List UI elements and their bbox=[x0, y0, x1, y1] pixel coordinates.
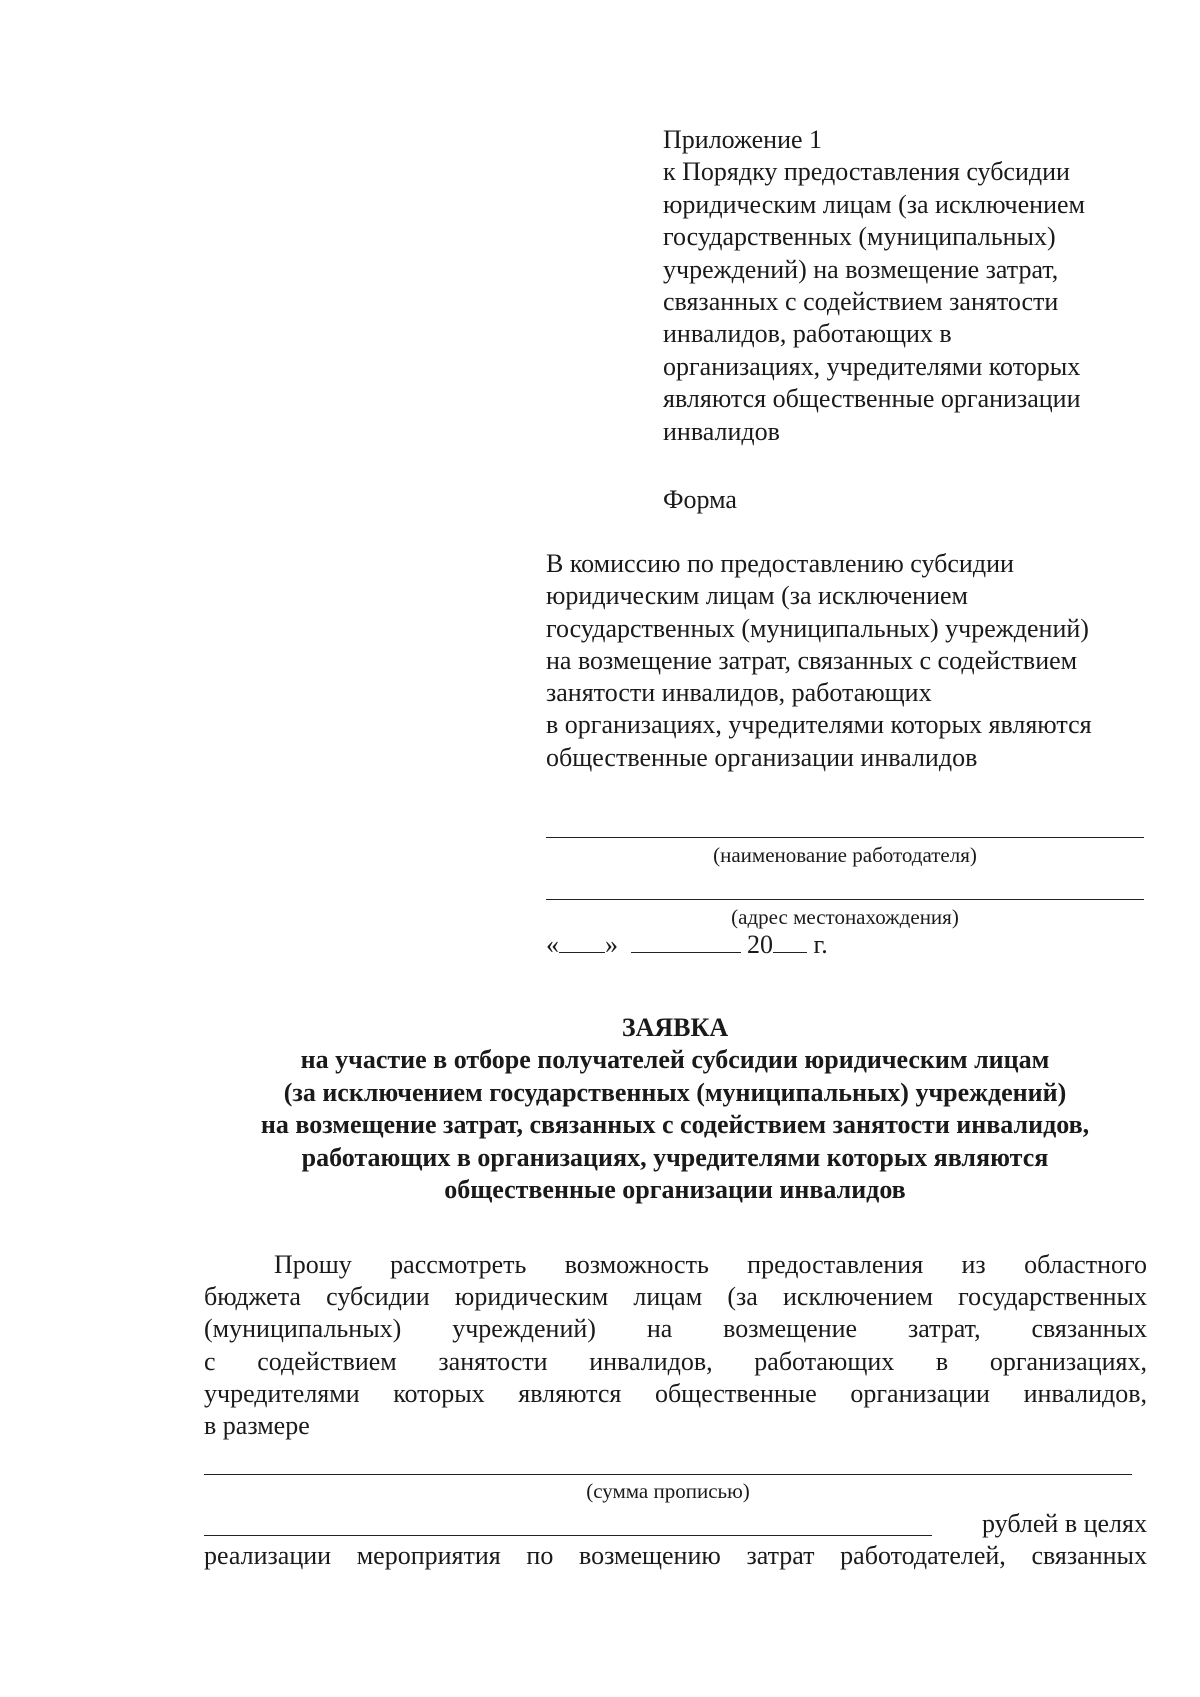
employer-name-field[interactable] bbox=[546, 837, 1144, 838]
title-line: (за исключением государственных (муниципальных) учреждений) bbox=[283, 1077, 1067, 1107]
appendix-line: связанных с содействием занятости bbox=[663, 287, 1059, 317]
title-line: работающих в организациях, учредителями которых являются bbox=[301, 1142, 1049, 1172]
addressee-line: общественные организации инвалидов bbox=[546, 742, 978, 772]
body-line: (муниципальных) учреждений) на возмещение затрат, связанных bbox=[204, 1314, 1147, 1344]
title-line: общественные организации инвалидов bbox=[444, 1175, 906, 1205]
appendix-line: государственных (муниципальных) bbox=[663, 222, 1056, 252]
appendix-line: юридическим лицам (за исключением bbox=[663, 189, 1085, 219]
date-year-suffix: г. bbox=[813, 930, 828, 959]
body-line: реализации мероприятия по возмещению затрат работодателей, связанных bbox=[204, 1541, 1147, 1570]
appendix-header bbox=[663, 124, 1143, 448]
addressee-block bbox=[546, 548, 1146, 774]
appendix-line: инвалидов bbox=[663, 416, 780, 446]
application-title bbox=[150, 1012, 1200, 1206]
title-line: на возмещение затрат, связанных с содействием занятости инвалидов, bbox=[260, 1110, 1090, 1140]
body-line: бюджета субсидии юридическим лицам (за исключением государственных bbox=[204, 1282, 1147, 1312]
request-paragraph bbox=[204, 1249, 1147, 1442]
rubles-amount-field[interactable] bbox=[204, 1535, 932, 1536]
addressee-line: В комиссию по предоставлению субсидии bbox=[546, 549, 1014, 578]
final-line bbox=[204, 1540, 1147, 1572]
title-heading: ЗАЯВКА bbox=[621, 1013, 729, 1042]
appendix-line: организациях, учредителями которых bbox=[663, 351, 1081, 381]
date-month-field[interactable] bbox=[631, 932, 741, 953]
form-label: Форма bbox=[663, 485, 737, 514]
employer-name-caption: (наименование работодателя) bbox=[713, 843, 977, 867]
addressee-line: государственных (муниципальных) учреждений) bbox=[546, 613, 1089, 643]
body-line: с содействием занятости инвалидов, работающих в организациях, bbox=[204, 1346, 1147, 1376]
body-line: учредителями которых являются общественные организации инвалидов, bbox=[204, 1378, 1147, 1408]
addressee-line: в организациях, учредителями которых являются bbox=[546, 710, 1092, 740]
body-line: Прошу рассмотреть возможность предоставления из областного bbox=[274, 1250, 1147, 1279]
appendix-line: инвалидов, работающих в bbox=[663, 319, 952, 349]
addressee-line: юридическим лицам (за исключением bbox=[546, 581, 968, 611]
body-line: в размере bbox=[204, 1411, 310, 1441]
date-line bbox=[546, 929, 828, 961]
sum-in-words-caption: (сумма прописью) bbox=[586, 1479, 750, 1503]
appendix-line: учреждений) на возмещение затрат, bbox=[663, 254, 1059, 284]
appendix-line: Приложение 1 bbox=[663, 125, 823, 154]
appendix-line: к Порядку предоставления субсидии bbox=[663, 157, 1070, 187]
rubles-row bbox=[204, 1508, 1147, 1540]
date-open-quote: « bbox=[546, 930, 559, 959]
title-line: на участие в отборе получателей субсидии юридическим лицам bbox=[300, 1045, 1050, 1075]
appendix-line: являются общественные организации bbox=[663, 384, 1081, 414]
date-day-field[interactable] bbox=[559, 932, 605, 953]
date-year-prefix: 20 bbox=[747, 930, 773, 959]
rubles-text: рублей в целях bbox=[982, 1509, 1147, 1538]
date-year-field[interactable] bbox=[773, 932, 807, 953]
address-caption: (адрес местонахождения) bbox=[731, 905, 959, 929]
addressee-line: на возмещение затрат, связанных с содействием bbox=[546, 645, 1078, 675]
addressee-line: занятости инвалидов, работающих bbox=[546, 678, 932, 708]
date-close-quote: » bbox=[605, 930, 618, 959]
address-field[interactable] bbox=[546, 899, 1144, 900]
sum-in-words-field[interactable] bbox=[204, 1474, 1132, 1475]
